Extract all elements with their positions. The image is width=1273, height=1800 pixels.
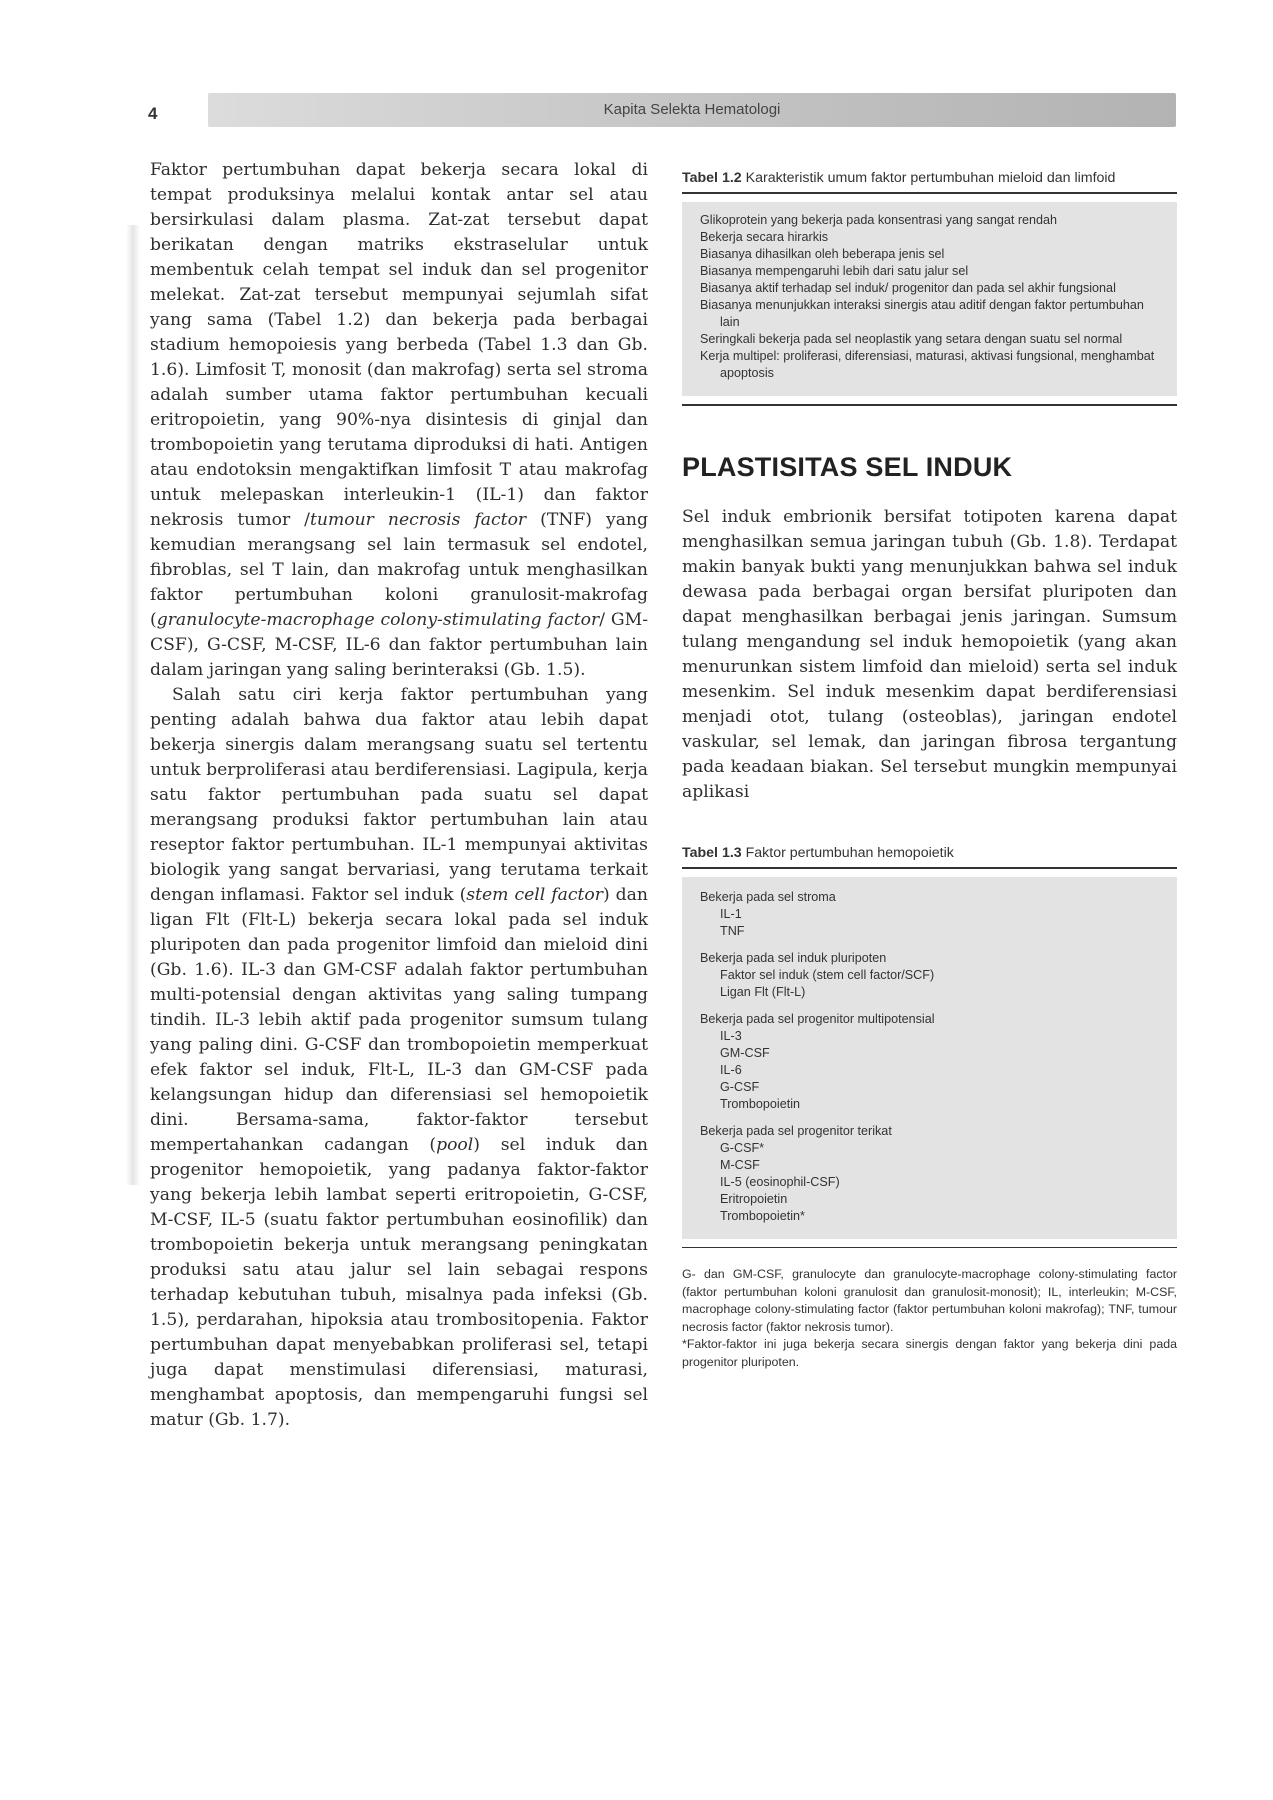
section-paragraph: Sel induk embrionik bersifat totipoten karena dapat menghasilkan semua jaringan tubuh (Gb. 1.8). Terdapat makin banyak bukti yang menunjukkan bahwa sel induk dewasa pada berbagai organ bersifat pluripoten dan dapat menghasilkan berbagai jenis jaringan. Sumsum tulang mengandung sel induk hemopoietik (yang akan menurunkan sistem limfoid dan mieloid) serta sel induk mesenkim. Sel induk mesenkim dapat berdiferensiasi menjadi otot, tulang (osteoblas), jaringan endotel vaskular, sel lemak, dan jaringan fibrosa tergantung pada keadaan biakan. Sel tersebut mungkin mempunyai aplikasi	[682, 507, 1177, 802]
table-1-3-group-heading: Bekerja pada sel induk pluripoten	[700, 951, 887, 965]
body-paragraph-1	[150, 158, 648, 683]
table-1-3-group	[700, 950, 1159, 1001]
p1-text-3: / GM-CSF), G-CSF, M-CSF, IL-6 dan faktor pertumbuhan lain dalam jaringan yang saling berinteraksi (Gb. 1.5).	[150, 610, 649, 680]
table-1-3-item: IL-3	[720, 1029, 742, 1043]
table-1-3-label: Tabel 1.3	[682, 845, 742, 861]
table-1-3-top-rule	[682, 867, 1177, 869]
table-1-3-group	[700, 889, 1159, 940]
table-1-3-group	[700, 1123, 1159, 1225]
p1-italic-term-2: granulocyte-macrophage colony-stimulating factor	[156, 610, 600, 630]
table-1-2-title: Karakteristik umum faktor pertumbuhan mieloid dan limfoid	[741, 170, 1116, 186]
p2-text-3: ) sel induk dan progenitor hemopoietik, yang padanya faktor-faktor yang bekerja lebih lambat seperti eritropoietin, G-CSF, M-CSF, IL-5 (suatu faktor pertumbuhan eosinofilik) dan trombopoietin bekerja untuk merangsang peningkatan produksi satu atau jalur sel lain sebagai respons terhadap kebutuhan tubuh, misalnya pada infeksi (Gb. 1.5), perdarahan, hipoksia atau trombositopenia. Faktor pertumbuhan dapat menyebabkan proliferasi sel, tetapi juga dapat menstimulasi diferensiasi, maturasi, menghambat apoptosis, dan mempengaruhi fungsi sel matur (Gb. 1.7).	[150, 1135, 648, 1430]
table-1-2-row: Biasanya dihasilkan oleh beberapa jenis sel	[700, 247, 945, 261]
table-1-3-item: TNF	[720, 924, 745, 938]
table-1-3-item: GM-CSF	[720, 1046, 770, 1060]
table-1-3-item: G-CSF	[720, 1080, 760, 1094]
page-number: 4	[148, 104, 158, 123]
p1-text-1: Faktor pertumbuhan dapat bekerja secara lokal di tempat produksinya melalui kontak antar sel atau bersirkulasi dalam plasma. Zat-zat tersebut dapat berikatan dengan matriks ekstraselular untuk membentuk celah tempat sel induk dan sel progenitor melekat. Zat-zat tersebut mempunyai sejumlah sifat yang sama (Tabel 1.2) dan bekerja pada berbagai stadium hemopoiesis yang berbeda (Tabel 1.3 dan Gb. 1.6). Limfosit T, monosit (dan makrofag) serta sel stroma adalah sumber utama faktor pertumbuhan kecuali eritropoietin, yang 90%-nya disintesis di ginjal dan trombopoietin yang terutama diproduksi di hati. Antigen atau endotoksin mengaktifkan limfosit T atau makrofag untuk melepaskan interleukin-1 (IL-1) dan faktor nekrosis tumor /	[150, 160, 648, 530]
table-1-3-item: Ligan Flt (Flt-L)	[720, 985, 806, 999]
p2-text-1: Salah satu ciri kerja faktor pertumbuhan yang penting adalah bahwa dua faktor atau lebih dapat bekerja sinergis dalam merangsang suatu sel tertentu untuk berproliferasi atau berdiferensiasi. Lagipula, kerja satu faktor pertumbuhan pada suatu sel dapat merangsang produksi faktor pertumbuhan lain atau reseptor faktor pertumbuhan. IL-1 mempunyai aktivitas biologik yang sangat bervariasi, yang terutama terkait dengan inflamasi. Faktor sel induk (	[150, 685, 648, 905]
table-1-2-row: Seringkali bekerja pada sel neoplastik yang setara dengan suatu sel normal	[700, 332, 1123, 346]
table-1-3-item: Faktor sel induk (stem cell factor/SCF)	[720, 968, 935, 982]
table-1-2-row: Biasanya menunjukkan interaksi sinergis atau aditif dengan faktor pertumbuhan lain	[700, 298, 1144, 329]
scan-spine-shadow	[126, 225, 140, 1185]
table-1-3-group-heading: Bekerja pada sel stroma	[700, 890, 836, 904]
table-1-3-footnote	[682, 1266, 1177, 1371]
p1-text-2: (TNF) yang kemudian merangsang sel lain termasuk sel endotel, fibroblas, sel T lain, dan makrofag untuk menghasilkan faktor pertumbuhan koloni granulosit-makrofag (	[150, 510, 649, 630]
table-1-2-row: Bekerja secara hirarkis	[700, 230, 829, 244]
running-header-bar	[208, 93, 1176, 127]
table-1-3-item: Trombopoietin*	[720, 1209, 805, 1223]
table-1-2-label: Tabel 1.2	[682, 170, 742, 186]
p2-italic-term-1: stem cell factor	[466, 885, 603, 905]
footnote-asterisk: *Faktor-faktor ini juga bekerja secara sinergis dengan faktor yang bekerja dini pada progenitor pluripoten.	[682, 1337, 1177, 1369]
table-1-3-body	[682, 877, 1177, 1239]
table-1-2-top-rule	[682, 192, 1177, 194]
table-1-3-item: Eritropoietin	[720, 1192, 788, 1206]
table-1-3-group-heading: Bekerja pada sel progenitor multipotensial	[700, 1012, 935, 1026]
table-1-2-row: Biasanya mempengaruhi lebih dari satu jalur sel	[700, 264, 969, 278]
table-1-2-caption	[682, 170, 1177, 186]
p2-text-2: ) dan ligan Flt (Flt-L) bekerja secara lokal pada sel induk pluripoten dan pada progenitor limfoid dan mieloid dini (Gb. 1.6). IL-3 dan GM-CSF adalah faktor pertumbuhan multi-potensial dengan aktivitas yang saling tumpang tindih. IL-3 lebih aktif pada progenitor sumsum tulang yang paling dini. G-CSF dan trombopoietin memperkuat efek faktor sel induk, Flt-L, IL-3 dan GM-CSF pada kelangsungan hidup dan diferensiasi sel hemopoietik dini. Bersama-sama, faktor-faktor tersebut mempertahankan cadangan (	[150, 885, 648, 1155]
section-heading: PLASTISITAS SEL INDUK	[682, 452, 1013, 482]
table-1-3-item: IL-5 (eosinophil-CSF)	[720, 1175, 840, 1189]
p1-italic-term-1: tumour necrosis factor	[309, 510, 527, 530]
table-1-3-item: G-CSF*	[720, 1141, 765, 1155]
p2-italic-term-2: pool	[436, 1135, 474, 1155]
table-1-2-row: Biasanya aktif terhadap sel induk/ progenitor dan pada sel akhir fungsional	[700, 281, 1116, 295]
table-1-3-item: Trombopoietin	[720, 1097, 801, 1111]
table-1-3-item: IL-1	[720, 907, 742, 921]
table-1-2-body	[682, 202, 1177, 396]
table-1-2-row: Glikoprotein yang bekerja pada konsentrasi yang sangat rendah	[700, 213, 1058, 227]
body-paragraph-2	[150, 683, 648, 1433]
running-title: Kapita Selekta Hematologi	[603, 101, 781, 118]
table-1-3-group	[700, 1011, 1159, 1113]
table-1-3-bottom-rule	[682, 1247, 1177, 1248]
table-1-3-caption	[682, 845, 1177, 861]
right-column	[682, 158, 1177, 1371]
table-1-3-group-heading: Bekerja pada sel progenitor terikat	[700, 1124, 892, 1138]
table-1-2-bottom-rule	[682, 404, 1177, 406]
table-1-2-row: Kerja multipel: proliferasi, diferensiasi, maturasi, aktivasi fungsional, menghambat apoptosis	[700, 349, 1155, 380]
footnote-abbreviations: G- dan GM-CSF, granulocyte dan granulocyte-macrophage colony-stimulating factor (faktor pertumbuhan koloni granulosit dan granulosit-monosit); IL, interleukin; M-CSF, macrophage colony-stimulating factor (faktor pertumbuhan koloni makrofag); TNF, tumour necrosis factor (faktor nekrosis tumor).	[682, 1267, 1177, 1334]
left-column	[150, 158, 648, 1433]
table-1-3-title: Faktor pertumbuhan hemopoietik	[741, 845, 954, 861]
table-1-3-item: M-CSF	[720, 1158, 760, 1172]
table-1-3-item: IL-6	[720, 1063, 742, 1077]
